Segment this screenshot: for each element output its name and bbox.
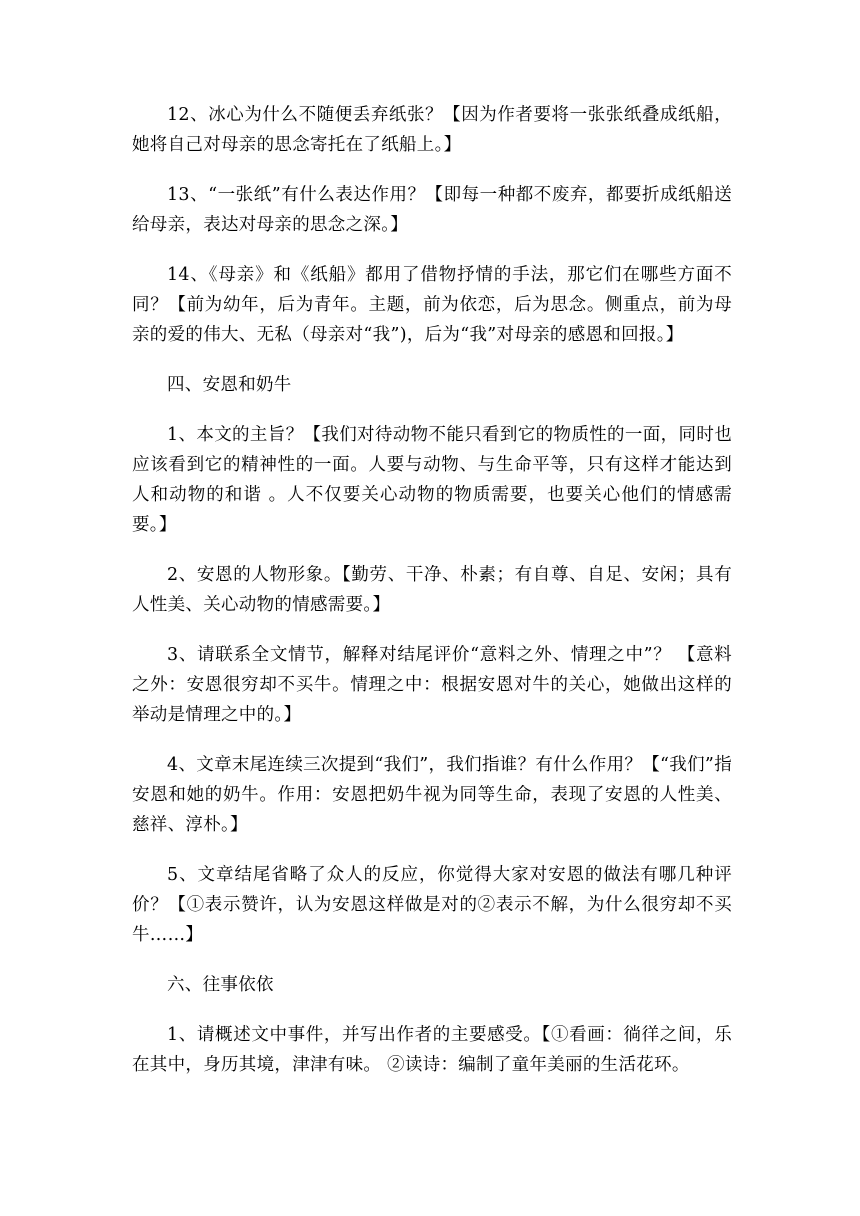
qa-paragraph-12: 12、冰心为什么不随便丢弃纸张？【因为作者要将一张张纸叠成纸船，她将自己对母亲的思念寄托在了纸船上。】 [132, 105, 732, 155]
qa-paragraph-anen-3: 3、请联系全文情节，解释对结尾评价“意料之外、情理之中”？ 【意料之外：安恩很穷却不买牛。情理之中：根据安恩对牛的关心，她做出这样的举动是情理之中的。】 [132, 645, 732, 725]
document-page [132, 100, 732, 1100]
qa-paragraph-anen-1: 1、本文的主旨？【我们对待动物不能只看到它的物质性的一面，同时也应该看到它的精神性的一面。人要与动物、与生命平等，只有这样才能达到人和动物的和谐 。人不仅要关心动物的物质需要，也要关心他们的情感需要。】 [132, 425, 732, 535]
section-heading-wangshi: 六、往事依依 [167, 975, 274, 995]
qa-paragraph-anen-4: 4、文章末尾连续三次提到“我们”，我们指谁？有什么作用？【“我们”指安恩和她的奶牛。作用：安恩把奶牛视为同等生命，表现了安恩的人性美、慈祥、淳朴。】 [132, 755, 732, 835]
qa-paragraph-wangshi-1: 1、请概述文中事件，并写出作者的主要感受。【①看画：徜徉之间，乐在其中，身历其境，津津有味。 ②读诗：编制了童年美丽的生活花环。 [132, 1025, 732, 1075]
section-heading-anen: 四、安恩和奶牛 [167, 375, 292, 395]
qa-paragraph-anen-2: 2、安恩的人物形象。【勤劳、干净、朴素；有自尊、自足、安闲；具有人性美、关心动物的情感需要。】 [132, 565, 732, 615]
qa-paragraph-13: 13、“一张纸”有什么表达作用？【即每一种都不废弃，都要折成纸船送给母亲，表达对母亲的思念之深。】 [132, 185, 732, 235]
qa-paragraph-anen-5: 5、文章结尾省略了众人的反应，你觉得大家对安恩的做法有哪几种评价？【①表示赞许，认为安恩这样做是对的②表示不解，为什么很穷却不买牛……】 [132, 865, 732, 945]
qa-paragraph-14: 14、《母亲》和《纸船》都用了借物抒情的手法，那它们在哪些方面不同？【前为幼年，后为青年。主题，前为依恋，后为思念。侧重点，前为母亲的爱的伟大、无私（母亲对“我”)，后为“我”对母亲的感恩和回报。】 [132, 265, 732, 345]
